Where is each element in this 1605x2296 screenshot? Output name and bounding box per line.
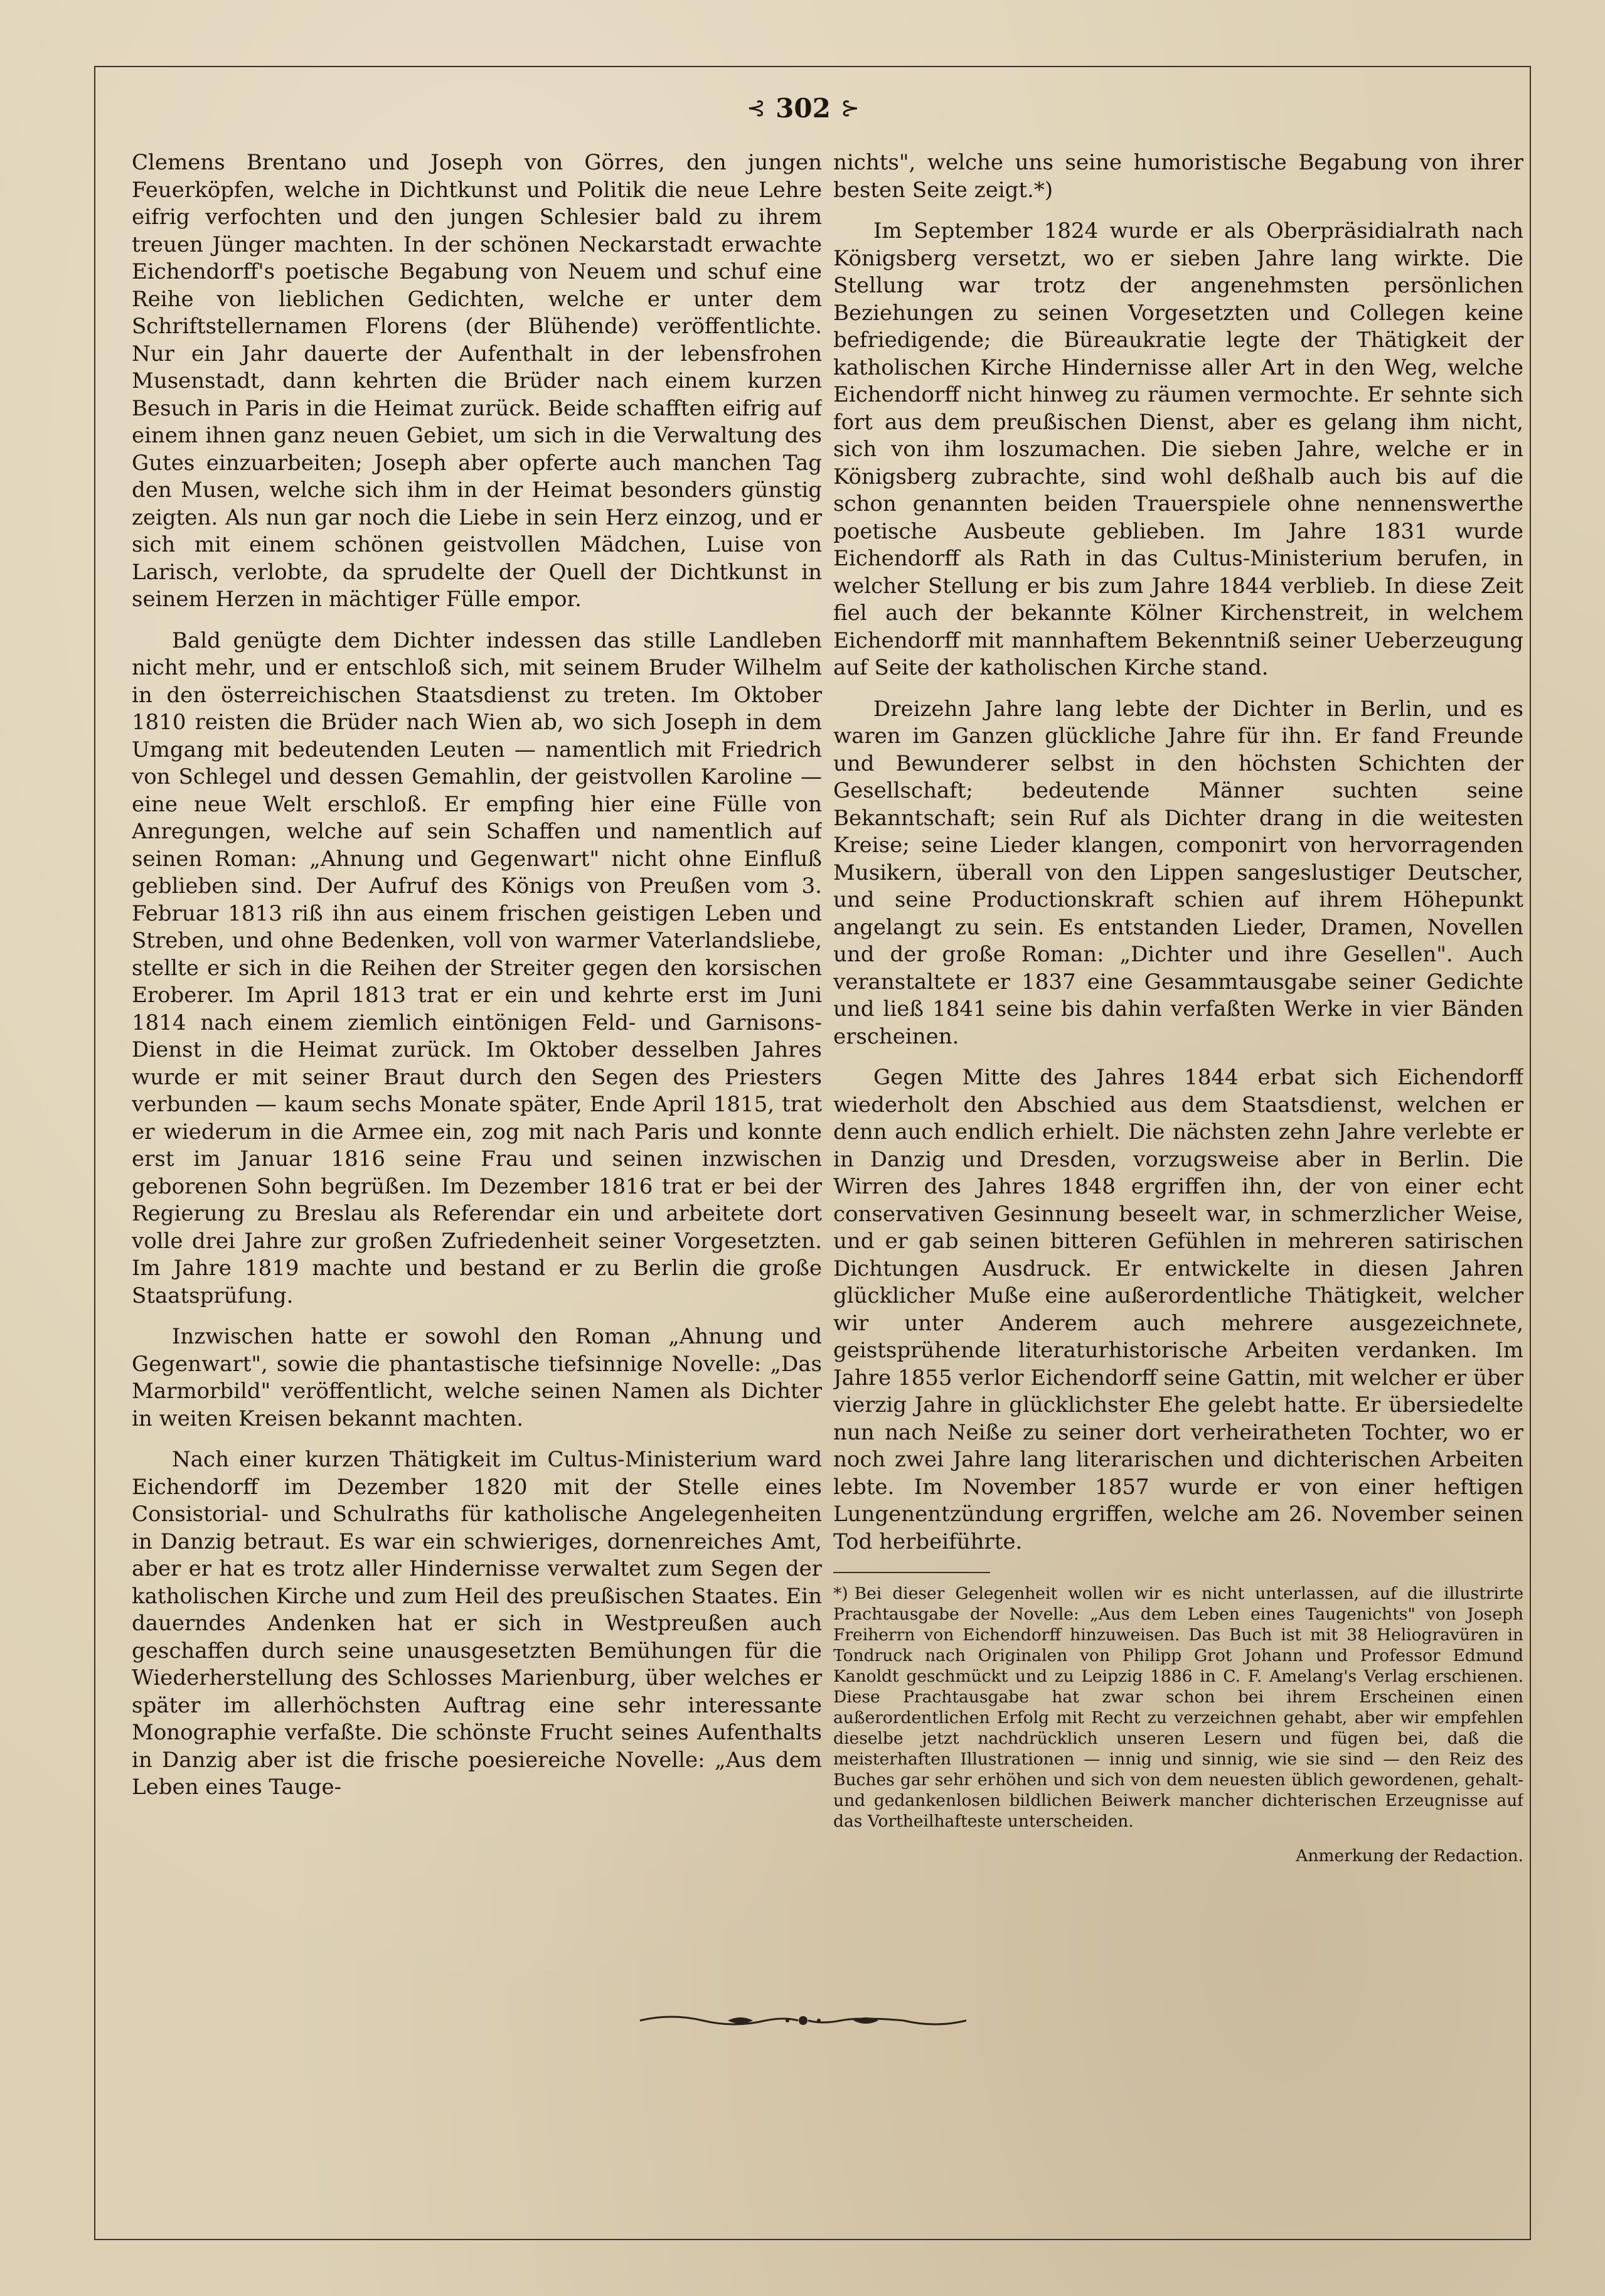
paragraph: Clemens Brentano und Joseph von Görres, den jungen Feuerköpfen, welche in Dichtkunst und Politik die neue Lehre eifrig verfochten und den jungen Schlesier bald zu ihrem treuen Jünger machten. In der schönen Neckarstadt erwachte Eichendorff's poetische Begabung von Neuem und schuf eine Reihe von lieblichen Gedichten, welche er unter dem Schriftstellernamen Florens (der Blühende) veröffentlichte. Nur ein Jahr dauerte der Aufenthalt in der lebensfrohen Musenstadt, dann kehrten die Brüder nach einem kurzen Besuch in Paris in die Heimat zurück. Beide schafften eifrig auf einem ihnen ganz neuen Gebiet, um sich in die Verwaltung des Gutes einzuarbeiten; Joseph aber opferte auch manchen Tag den Musen, welche sich ihm in der Heimat besonders günstig zeigten. Als nun gar noch die Liebe in sein Herz einzog, und er sich mit einem schönen geistvollen Mädchen, Luise von Larisch, verlobte, da sprudelte der Quell der Dichtkunst in seinem Herzen in mächtiger Fülle empor. <box>132 150 822 612</box>
paragraph: Im September 1824 wurde er als Oberpräsidialrath nach Königsberg versetzt, wo er sieben Jahre lang wirkte. Die Stellung war trotz der angenehmsten persönlichen Beziehungen zu seinen Vorgesetzten und Collegen keine befriedigende; die Büreaukratie legte der Thätigkeit der katholischen Kirche Hindernisse aller Art in den Weg, welche Eichendorff nicht hinweg zu räumen vermochte. Er sehnte sich fort aus dem preußischen Dienst, aber es gelang ihm nicht, sich von ihm loszumachen. Die sieben Jahre, welche er in Königsberg zubrachte, sind wohl deßhalb auch bis auf die schon genannten beiden Trauerspiele ohne nennenswerthe poetische Ausbeute geblieben. Im Jahre 1831 wurde Eichendorff als Rath in das Cultus-Ministerium berufen, in welcher Stellung er bis zum Jahre 1844 verblieb. In diese Zeit fiel auch der bekannte Kölner Kirchenstreit, in welchem Eichendorff mit mannhaftem Bekenntniß seiner Ueberzeugung auf Seite der katholischen Kirche stand. <box>833 218 1523 680</box>
paragraph: Nach einer kurzen Thätigkeit im Cultus-Ministerium ward Eichendorff im Dezember 1820 mit der Stelle eines Consistorial- und Schulraths für katholische Angelegenheiten in Danzig betraut. Es war ein schwieriges, dornenreiches Amt, aber er hat es trotz aller Hindernisse verwaltet zum Segen der katholischen Kirche und zum Heil des preußischen Staates. Ein dauerndes Andenken hat er sich in Westpreußen auch geschaffen durch seine unausgesetzten Bemühungen für die Wiederherstellung des Schlosses Marienburg, über welches er später im allerhöchsten Auftrag eine sehr interessante Monographie verfaßte. Die schönste Frucht seines Aufenthalts in Danzig aber ist die frische poesiereiche Novelle: „Aus dem Leben eines Tauge- <box>132 1447 822 1800</box>
ornamental-divider-icon <box>634 2008 973 2033</box>
page-number: 302 <box>776 92 831 124</box>
footnote-text: Bei dieser Gelegenheit wollen wir es nicht unterlassen, auf die illustrirte Prachtausgabe der Novelle: „Aus dem Leben eines Taugenichts" von Joseph Freiherrn von Eichendorff hinzuweisen. Das Buch ist mit 38 Heliogravüren in Tondruck nach Originalen von Philipp Grot Johann und Professor Edmund Kanoldt geschmückt und zu Leipzig 1886 in C. F. Amelang's Verlag erschienen. Diese Prachtausgabe hat zwar schon bei ihrem Erscheinen einen außerordentlichen Erfolg mit Recht zu verzeichnen gehabt, aber wir empfehlen dieselbe jetzt nachdrücklich unseren Lesern und fügen bei, daß die meisterhaften Illustrationen — innig und sinnig, wie sie sind — den Reiz des Buches gar sehr erhöhen und sich von dem neuesten üblich gewordenen, gehalt- und gedankenlosen bildlichen Beiwerk mancher dichterischen Erzeugnisse auf das Vortheilhafteste unterscheiden. <box>833 1584 1523 1831</box>
page-header <box>722 89 885 127</box>
footnote <box>833 1583 1523 1832</box>
footnote-mark: *) <box>833 1584 848 1603</box>
left-column <box>132 149 822 2101</box>
paragraph: Inzwischen hatte er sowohl den Roman „Ahnung und Gegenwart", sowie die phantastische tiefsinnige Novelle: „Das Marmorbild" veröffentlicht, welche seinen Namen als Dichter in weiten Kreisen bekannt machten. <box>132 1324 822 1431</box>
paragraph: nichts", welche uns seine humoristische Begabung von ihrer besten Seite zeigt.*) <box>833 150 1523 203</box>
paragraph: Bald genügte dem Dichter indessen das stille Landleben nicht mehr, und er entschloß sich, mit seinem Bruder Wilhelm in den österreichischen Staatsdienst zu treten. Im Oktober 1810 reisten die Brüder nach Wien ab, wo sich Joseph in dem Umgang mit bedeutenden Leuten — namentlich mit Friedrich von Schlegel und dessen Gemahlin, der geistvollen Karoline — eine neue Welt erschloß. Er empfing hier eine Fülle von Anregungen, welche auf sein Schaffen und namentlich auf seinen Roman: „Ahnung und Gegenwart" nicht ohne Einfluß geblieben sind. Der Aufruf des Königs von Preußen vom 3. Februar 1813 riß ihn aus einem frischen geistigen Leben und Streben, und ohne Bedenken, voll von warmer Vaterlandsliebe, stellte er sich in die Reihen der Streiter gegen den korsischen Eroberer. Im April 1813 trat er ein und kehrte erst im Juni 1814 nach einem ziemlich eintönigen Feld- und Garnisons-Dienst in die Heimat zurück. Im Oktober desselben Jahres wurde er mit seiner Braut durch den Segen des Priesters verbunden — kaum sechs Monate später, Ende April 1815, trat er wiederum in die Armee ein, zog mit nach Paris und konnte erst im Januar 1816 seine Frau und seinen inzwischen geborenen Sohn begrüßen. Im Dezember 1816 trat er bei der Regierung zu Breslau als Referendar ein und arbeitete dort volle drei Jahre zur großen Zufriedenheit seiner Vorgesetzten. Im Jahre 1819 machte und bestand er zu Berlin die große Staatsprüfung. <box>132 627 822 1308</box>
paragraph: Gegen Mitte des Jahres 1844 erbat sich Eichendorff wiederholt den Abschied aus dem Staatsdienst, welchen er denn auch endlich erhielt. Die nächsten zehn Jahre verlebte er in Danzig und Dresden, vorzugsweise aber in Berlin. Die Wirren des Jahres 1848 ergriffen ihn, der von einer echt conservativen Gesinnung beseelt war, in schmerzlicher Weise, und er gab seinen bitteren Gefühlen in mehreren satirischen Dichtungen Ausdruck. Er entwickelte in diesen Jahren glücklicher Muße eine außerordentliche Thätigkeit, welcher wir unter Anderem auch mehrere ausgezeichnete, geistsprühende literaturhistorische Arbeiten verdanken. Im Jahre 1855 verlor Eichendorff seine Gattin, mit welcher er über vierzig Jahre in glücklichster Ehe gelebt hatte. Er übersiedelte nun nach Neiße zu seiner dort verheiratheten Tochter, wo er noch zwei Jahre lang literarischen und dichterischen Arbeiten lebte. Im November 1857 wurde er von einer heftigen Lungenentzündung ergriffen, welche am 26. November seinen Tod herbeiführte. <box>833 1065 1523 1554</box>
right-column <box>833 149 1523 2101</box>
footnote-signature: Anmerkung der Redaction. <box>1296 1846 1523 1866</box>
ornament-right-icon: ⊱ <box>840 95 860 121</box>
footnote-divider <box>833 1572 990 1573</box>
paragraph: Dreizehn Jahre lang lebte der Dichter in Berlin, und es waren im Ganzen glückliche Jahre für ihn. Er fand Freunde und Bewunderer selbst in den höchsten Schichten der Gesellschaft; bedeutende Männer suchten seine Bekanntschaft; sein Ruf als Dichter drang in die weitesten Kreise; seine Lieder klangen, componirt von hervorragenden Musikern, überall von den Lippen sangeslustiger Deutscher, und seine Productionskraft schien auf ihrem Höhepunkt angelangt zu sein. Es entstanden Lieder, Dramen, Novellen und der große Roman: „Dichter und ihre Gesellen". Auch veranstaltete er 1837 eine Gesammtausgabe seiner Gedichte und ließ 1841 seine bis dahin verfaßten Werke in vier Bänden erscheinen. <box>833 696 1523 1049</box>
ornament-left-icon: ⊰ <box>746 95 766 121</box>
